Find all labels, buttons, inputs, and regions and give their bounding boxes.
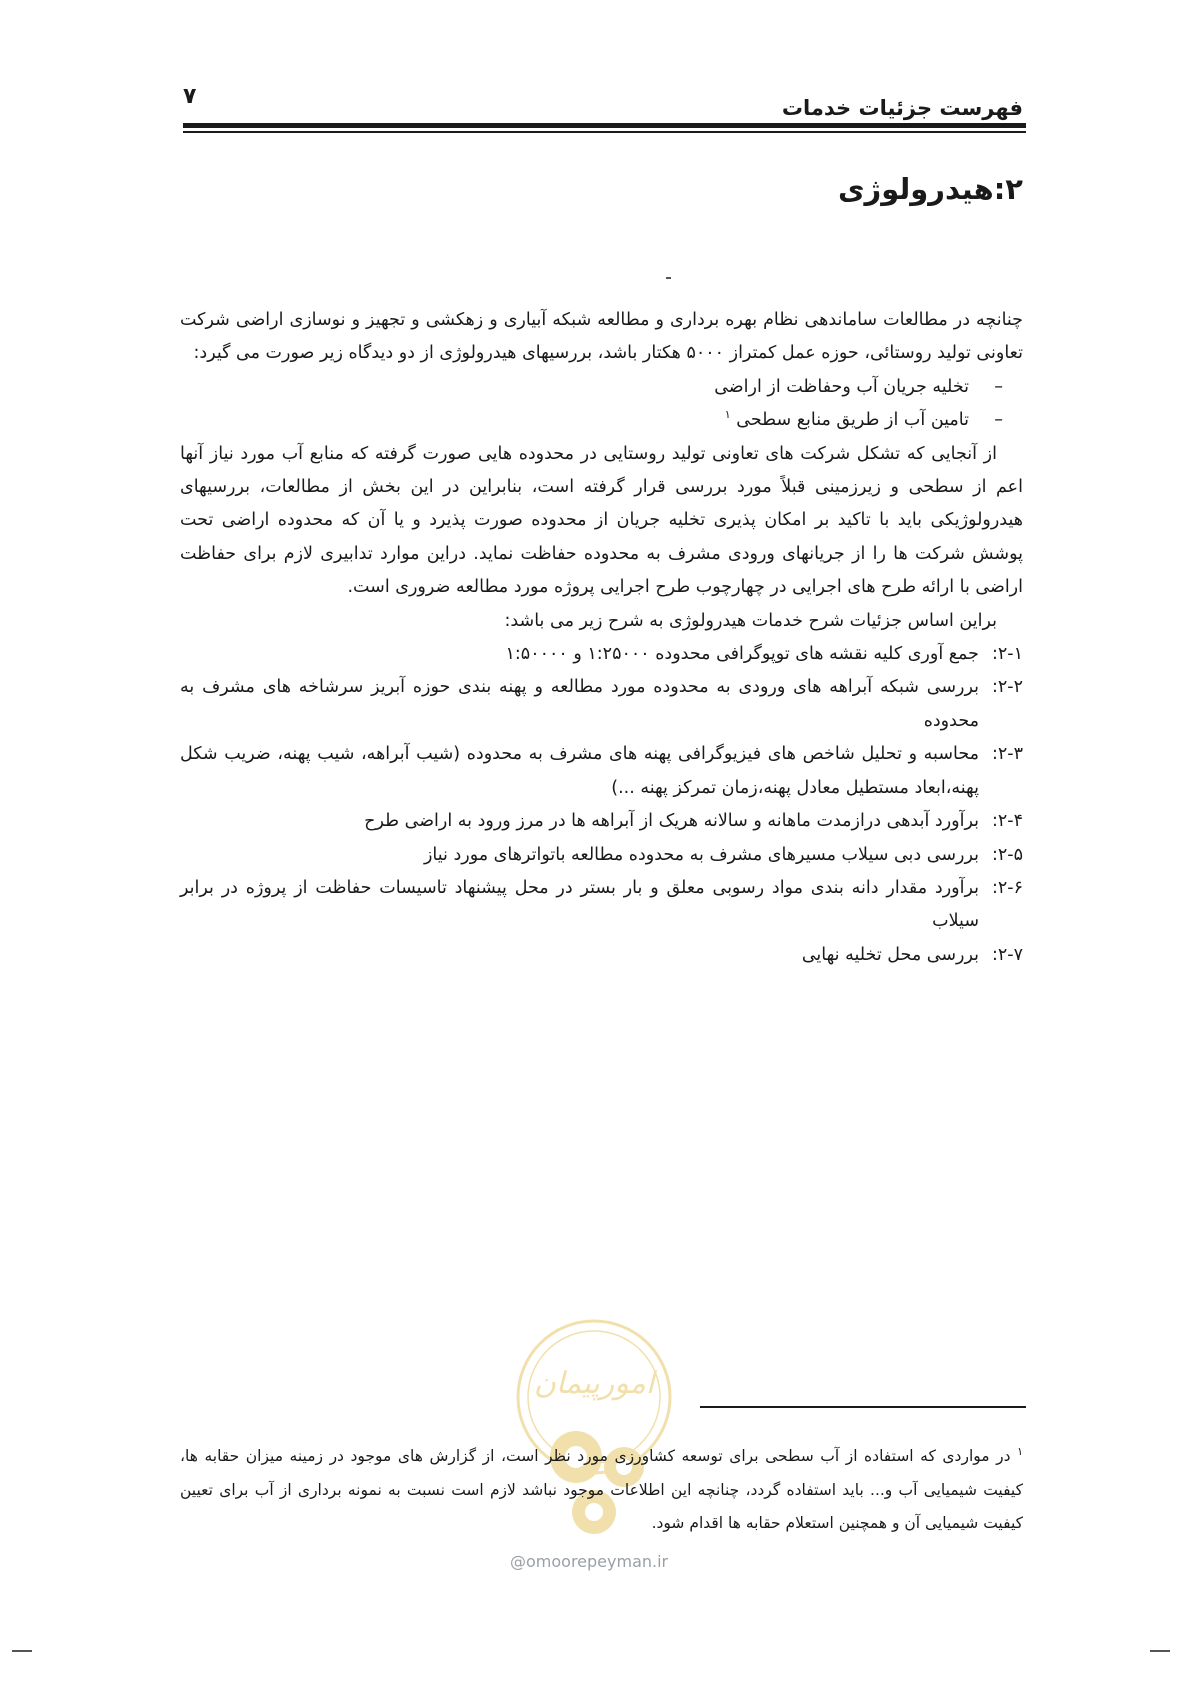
bullet-item [180,404,1023,437]
footnote-text [180,1440,1023,1541]
footnote [180,1440,1023,1541]
watermark-url: @omoorepeyman.ir [510,1552,669,1571]
item-text: جمع آوری کلیه نقشه های توپوگرافی محدوده ۱:۲۵۰۰۰ و ۱:۵۰۰۰۰ [505,644,979,665]
body-content [180,304,1023,972]
body-paragraph: از آنجایی که تشکل شرکت های تعاونی تولید روستایی در محدوده هایی صورت گرفته که منابع آب مورد نیاز آنها اعم از سطحی و زیرزمینی قبلاً مورد بررسی قرار گرفته است، بنابراین در این بخش از مطالعات، بررسیهای هیدرولوژیکی باید با تاکید بر امکان پذیری تخلیه جریان از محدوده صورت پذیرد و یا آن که محدوده اراضی تحت پوشش شرکت ها را از جریانهای ورودی مشرف به محدوده حفاظت نماید. دراین موارد تدابیری لازم برای حفاظت اراضی با ارائه طرح های اجرایی در چهارچوب طرح اجرایی پروژه مورد مطالعه ضروری است. [180,443,1023,598]
list-item [180,939,1023,972]
item-text: برآورد مقدار دانه بندی مواد رسوبی معلق و بار بستر در محل پیشنهاد تاسیسات حفاظت از پروژه در برابر سیلاب [180,877,979,932]
scan-edge-mark-left [12,1650,32,1652]
item-text: بررسی دبی سیلاب مسیرهای مشرف به محدوده مطالعه باتواترهای مورد نیاز [423,844,979,865]
bullet-dash: – [994,410,1003,431]
header-rule-thin [183,131,1026,133]
section-title: ۲:هیدرولوژی [837,172,1023,206]
list-item [180,638,1023,671]
list-item [180,805,1023,838]
item-text: برآورد آبدهی درازمدت ماهانه و سالانه هریک از آبراهه ها در مرز ورود به اراضی طرح [364,811,979,832]
list-item [180,671,1023,738]
list-item [180,738,1023,805]
footnote-body: در مواردی که استفاده از آب سطحی برای توسعه کشاورزی مورد نظر است، از گزارش های موجود در زمینه میزان حقابه ها، کیفیت شیمیایی آب و... باید استفاده گردد، چنانچه این اطلاعات موجود نباشد لازم است نسبت به نمونه برداری از آب برای تعیین کیفیت شیمیایی آن و همچنین استعلام حقابه ها اقدام شود. [180,1447,1023,1532]
item-number: ۲-۵: [991,844,1023,865]
bullet-dash: – [994,376,1003,397]
item-text: بررسی شبکه آبراهه های ورودی به محدوده مورد مطالعه و پهنه بندی حوزه آبریز سرشاخه های مشرف به محدوده [180,677,979,731]
scan-speck [666,277,671,279]
item-text: بررسی محل تخلیه نهایی [801,944,979,965]
bullet-text: تامین آب از طریق منابع سطحی [736,410,969,431]
page-number: ۷ [183,84,197,109]
item-number: ۲-۴: [991,811,1023,832]
running-header-title: فهرست جزئیات خدمات [781,96,1023,120]
list-item [180,839,1023,872]
list-item [180,872,1023,939]
footnote-reference[interactable]: ۱ [724,408,731,422]
item-number: ۲-۲: [991,677,1023,698]
item-number: ۲-۷: [991,944,1023,965]
item-number: ۲-۶: [991,877,1023,898]
lead-in-paragraph: براین اساس جزئیات شرح خدمات هیدرولوژی به شرح زیر می باشد: [504,610,997,631]
bullet-text: تخلیه جریان آب وحفاظت از اراضی [714,376,969,397]
item-number: ۲-۱: [991,644,1023,665]
svg-text:امورپیمان: امورپیمان [533,1366,655,1401]
scan-edge-mark-right [1150,1650,1170,1652]
header-rule-thick [183,123,1026,128]
footnote-mark: ۱ [1017,1444,1023,1458]
bullet-item [180,371,1023,404]
intro-paragraph: چنانچه در مطالعات ساماندهی نظام بهره برداری و مطالعه شبکه آبیاری و زهکشی و تجهیز و نوسازی اراضی شرکت تعاونی تولید روستائی، حوزه عمل کمتراز ۵۰۰۰ هکتار باشد، بررسیهای هیدرولوژی از دو دیدگاه زیر صورت می گیرد: [180,310,1023,364]
footnote-separator [700,1406,1026,1408]
item-number: ۲-۳: [991,744,1023,765]
item-text: محاسبه و تحلیل شاخص های فیزیوگرافی پهنه های مشرف به محدوده (شیب آبراهه، شیب پهنه، ضریب شکل پهنه،ابعاد مستطیل معادل پهنه،زمان تمرکز پهنه ...) [180,744,979,798]
